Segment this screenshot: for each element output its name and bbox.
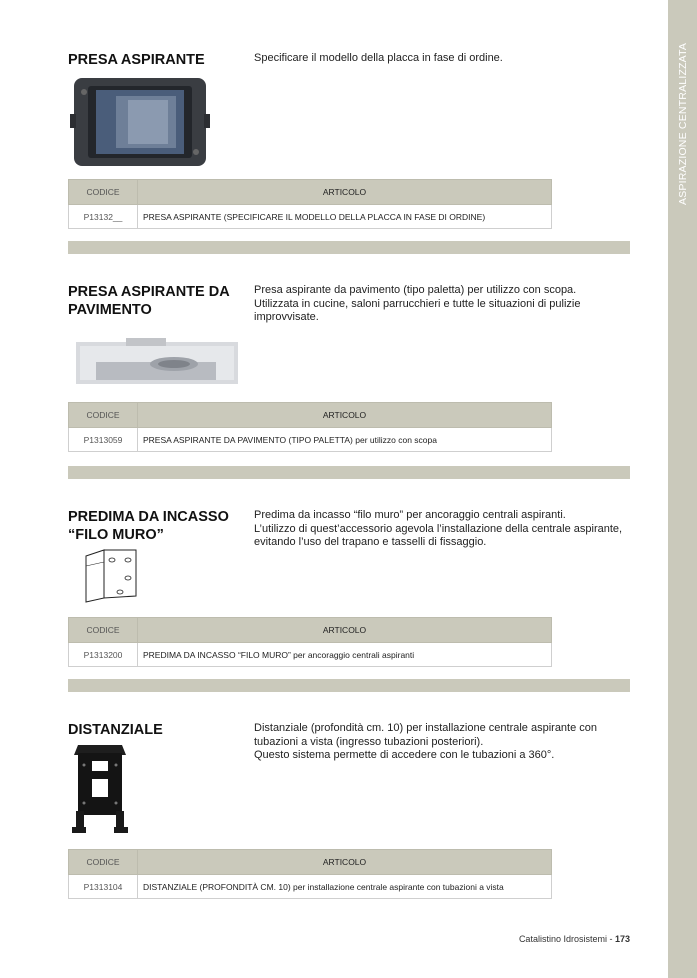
col-header-article: ARTICOLO <box>138 618 552 643</box>
col-header-article: ARTICOLO <box>138 403 552 428</box>
section-divider <box>68 466 630 479</box>
catalog-name: Catalistino Idrosistemi <box>518 934 607 944</box>
section-divider <box>68 679 630 692</box>
article-code: P1313104 <box>69 875 138 899</box>
article-code: P1313059 <box>69 428 138 452</box>
section-title: PRESA ASPIRANTE DA PAVIMENTO <box>68 284 230 318</box>
floor-suction-socket-image <box>76 338 240 386</box>
col-header-code: CODICE <box>69 618 138 643</box>
footer-separator: - <box>606 934 615 944</box>
table-row <box>69 643 552 667</box>
article-table <box>68 179 552 229</box>
section-title: DISTANZIALE <box>68 722 163 738</box>
section-description: Distanziale (profondità cm. 10) per installazione centrale aspirante con tubazioni a vista (ingresso tubazioni posteriori). Questo sistema permette di accedere con le tubazioni a 360°. <box>254 722 598 761</box>
col-header-article: ARTICOLO <box>138 850 552 875</box>
page-number: 173 <box>614 934 630 944</box>
article-table <box>68 849 552 899</box>
col-header-article: ARTICOLO <box>138 180 552 205</box>
article-table <box>68 402 552 452</box>
article-code: P13132__ <box>69 205 138 229</box>
spacer-bracket-image <box>70 745 130 835</box>
table-row <box>69 875 552 899</box>
article-description: PREDIMA DA INCASSO “FILO MURO” per ancoraggio centrali aspiranti <box>138 643 552 667</box>
section-description: Presa aspirante da pavimento (tipo paletta) per utilizzo con scopa. Utilizzata in cucine, saloni parrucchieri e tutte le situazioni di pulizie improvvisate. <box>254 284 581 323</box>
section-description: Predima da incasso “filo muro” per ancoraggio centrali aspiranti. L’utilizzo di quest’accessorio agevola l’installazione della centrale aspirante, evitando l’uso del trapano e tasselli di fissaggio. <box>254 509 623 548</box>
section-title: PREDIMA DA INCASSO “FILO MURO” <box>68 509 229 543</box>
article-table <box>68 617 552 667</box>
section-divider <box>68 241 630 254</box>
page-footer <box>519 934 630 944</box>
section-title: PRESA ASPIRANTE <box>68 52 205 68</box>
article-description: PRESA ASPIRANTE (SPECIFICARE IL MODELLO DELLA PLACCA IN FASE DI ORDINE) <box>138 205 552 229</box>
table-row <box>69 428 552 452</box>
col-header-code: CODICE <box>69 403 138 428</box>
section-description: Specificare il modello della placca in fase di ordine. <box>254 52 503 64</box>
col-header-code: CODICE <box>69 850 138 875</box>
wall-suction-socket-image <box>70 78 210 166</box>
col-header-code: CODICE <box>69 180 138 205</box>
article-description: PRESA ASPIRANTE DA PAVIMENTO (TIPO PALETTA) per utilizzo con scopa <box>138 428 552 452</box>
table-row <box>69 205 552 229</box>
mounting-template-image <box>82 546 140 604</box>
article-description: DISTANZIALE (PROFONDITÀ CM. 10) per installazione centrale aspirante con tubazioni a vista <box>138 875 552 899</box>
article-code: P1313200 <box>69 643 138 667</box>
